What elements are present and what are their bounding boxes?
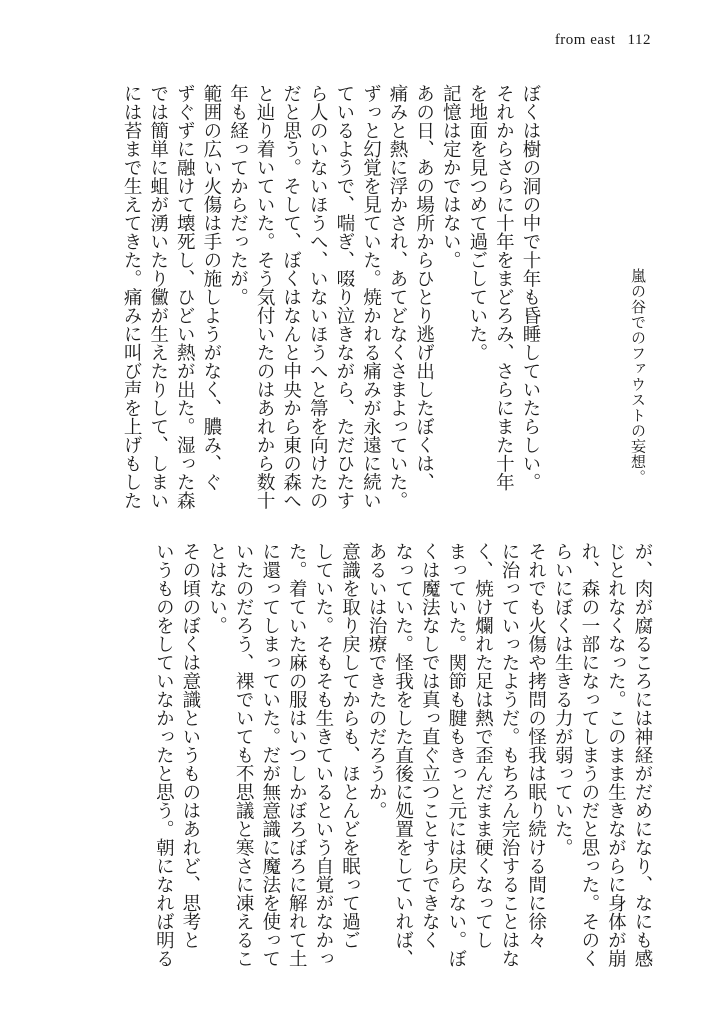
text-line: それでも火傷や拷問の怪我は眠り続ける間に徐々 xyxy=(525,542,547,949)
running-header xyxy=(543,32,651,49)
text-line: れ、森の一部になってしまうのだと思った。そのく xyxy=(578,542,600,968)
text-line: とはない。 xyxy=(206,542,228,635)
text-line: 痛みと熱に浮かされ、あてどなくさまよっていた。 xyxy=(387,84,409,510)
text-line: していた。そもそも生きているという自覚がなかっ xyxy=(312,542,334,968)
text-line: ずぐずに融けて壊死し、ひどい熱が出た。湿った森 xyxy=(174,84,196,510)
text-line: だと思う。そして、ぼくはなんと中央から東の森へ xyxy=(280,84,302,510)
text-line: じとれなくなった。このまま生きながらに身体が崩 xyxy=(605,542,627,968)
text-line: を地面を見つめて過ごしていた。 xyxy=(466,84,488,362)
chapter-title: 嵐の谷でのファウストの妄想。 xyxy=(629,268,647,485)
text-line: く、焼け爛れた足は熱で歪んだまま硬くなってし xyxy=(472,542,494,949)
text-line: なっていた。怪我をした直後に処置をしていれば、 xyxy=(392,542,414,968)
text-line: には苔まで生えてきた。痛みに叫び声を上げもした xyxy=(121,84,143,510)
text-line: まっていた。関節も腱もきっと元には戻らない。ぼ xyxy=(445,542,467,968)
text-line: に治っていったようだ。もちろん完治することはな xyxy=(499,542,521,968)
text-line: が、肉が腐るころには神経がだめになり、なにも感 xyxy=(632,542,653,968)
book-title: from east xyxy=(554,32,616,48)
text-line: あの日、あの場所からひとり逃げ出したぼくは、 xyxy=(413,84,435,491)
text-line: と辿り着いていた。そう気付いたのはあれから数十 xyxy=(254,84,276,510)
text-line: 年も経ってからだったが。 xyxy=(227,84,249,306)
text-line: いたのだろう、裸でいても不思議と寒さに凍えるこ xyxy=(233,542,255,968)
text-line: ら人のいないほうへ、いないほうへと箒を向けたの xyxy=(307,84,329,510)
text-line: に還ってしまっていた。だが無意識に魔法を使って xyxy=(259,542,281,968)
text-line: あるいは治療できたのだろうか。 xyxy=(366,542,388,820)
text-line: くは魔法なしでは真っ直ぐ立つことすらできなく xyxy=(419,542,441,949)
page-number: 112 xyxy=(627,32,651,48)
text-line: ぼくは樹の洞の中で十年も昏睡していたらしい。 xyxy=(520,84,541,491)
text-line: 記憶は定かではない。 xyxy=(440,84,462,269)
top-text-block xyxy=(118,84,544,514)
text-line: それからさらに十年をまどろみ、さらにまた十年 xyxy=(493,84,515,491)
text-line: ているようで、喘ぎ、啜り泣きながら、ただひたす xyxy=(333,84,355,510)
text-line: その頃のぼくは意識というものはあれど、思考と xyxy=(179,542,201,949)
text-line: では簡単に蛆が湧いたり黴が生えたりして、しまい xyxy=(147,84,169,510)
text-line: 意識を取り戻してからも、ほとんどを眠って過ご xyxy=(339,542,361,949)
bottom-text-block xyxy=(150,542,655,984)
text-line: ずっと幻覚を見ていた。焼かれる痛みが永遠に続い xyxy=(360,84,382,510)
text-line: た。着ていた麻の服はいつしかぼろぼろに解れて土 xyxy=(286,542,308,968)
text-line: いうものをしていなかったと思う。朝になれば明る xyxy=(153,542,175,968)
text-line: 範囲の広い火傷は手の施しようがなく、膿み、ぐ xyxy=(200,84,222,491)
text-line: らいにぼくは生きる力が弱っていた。 xyxy=(552,542,574,857)
